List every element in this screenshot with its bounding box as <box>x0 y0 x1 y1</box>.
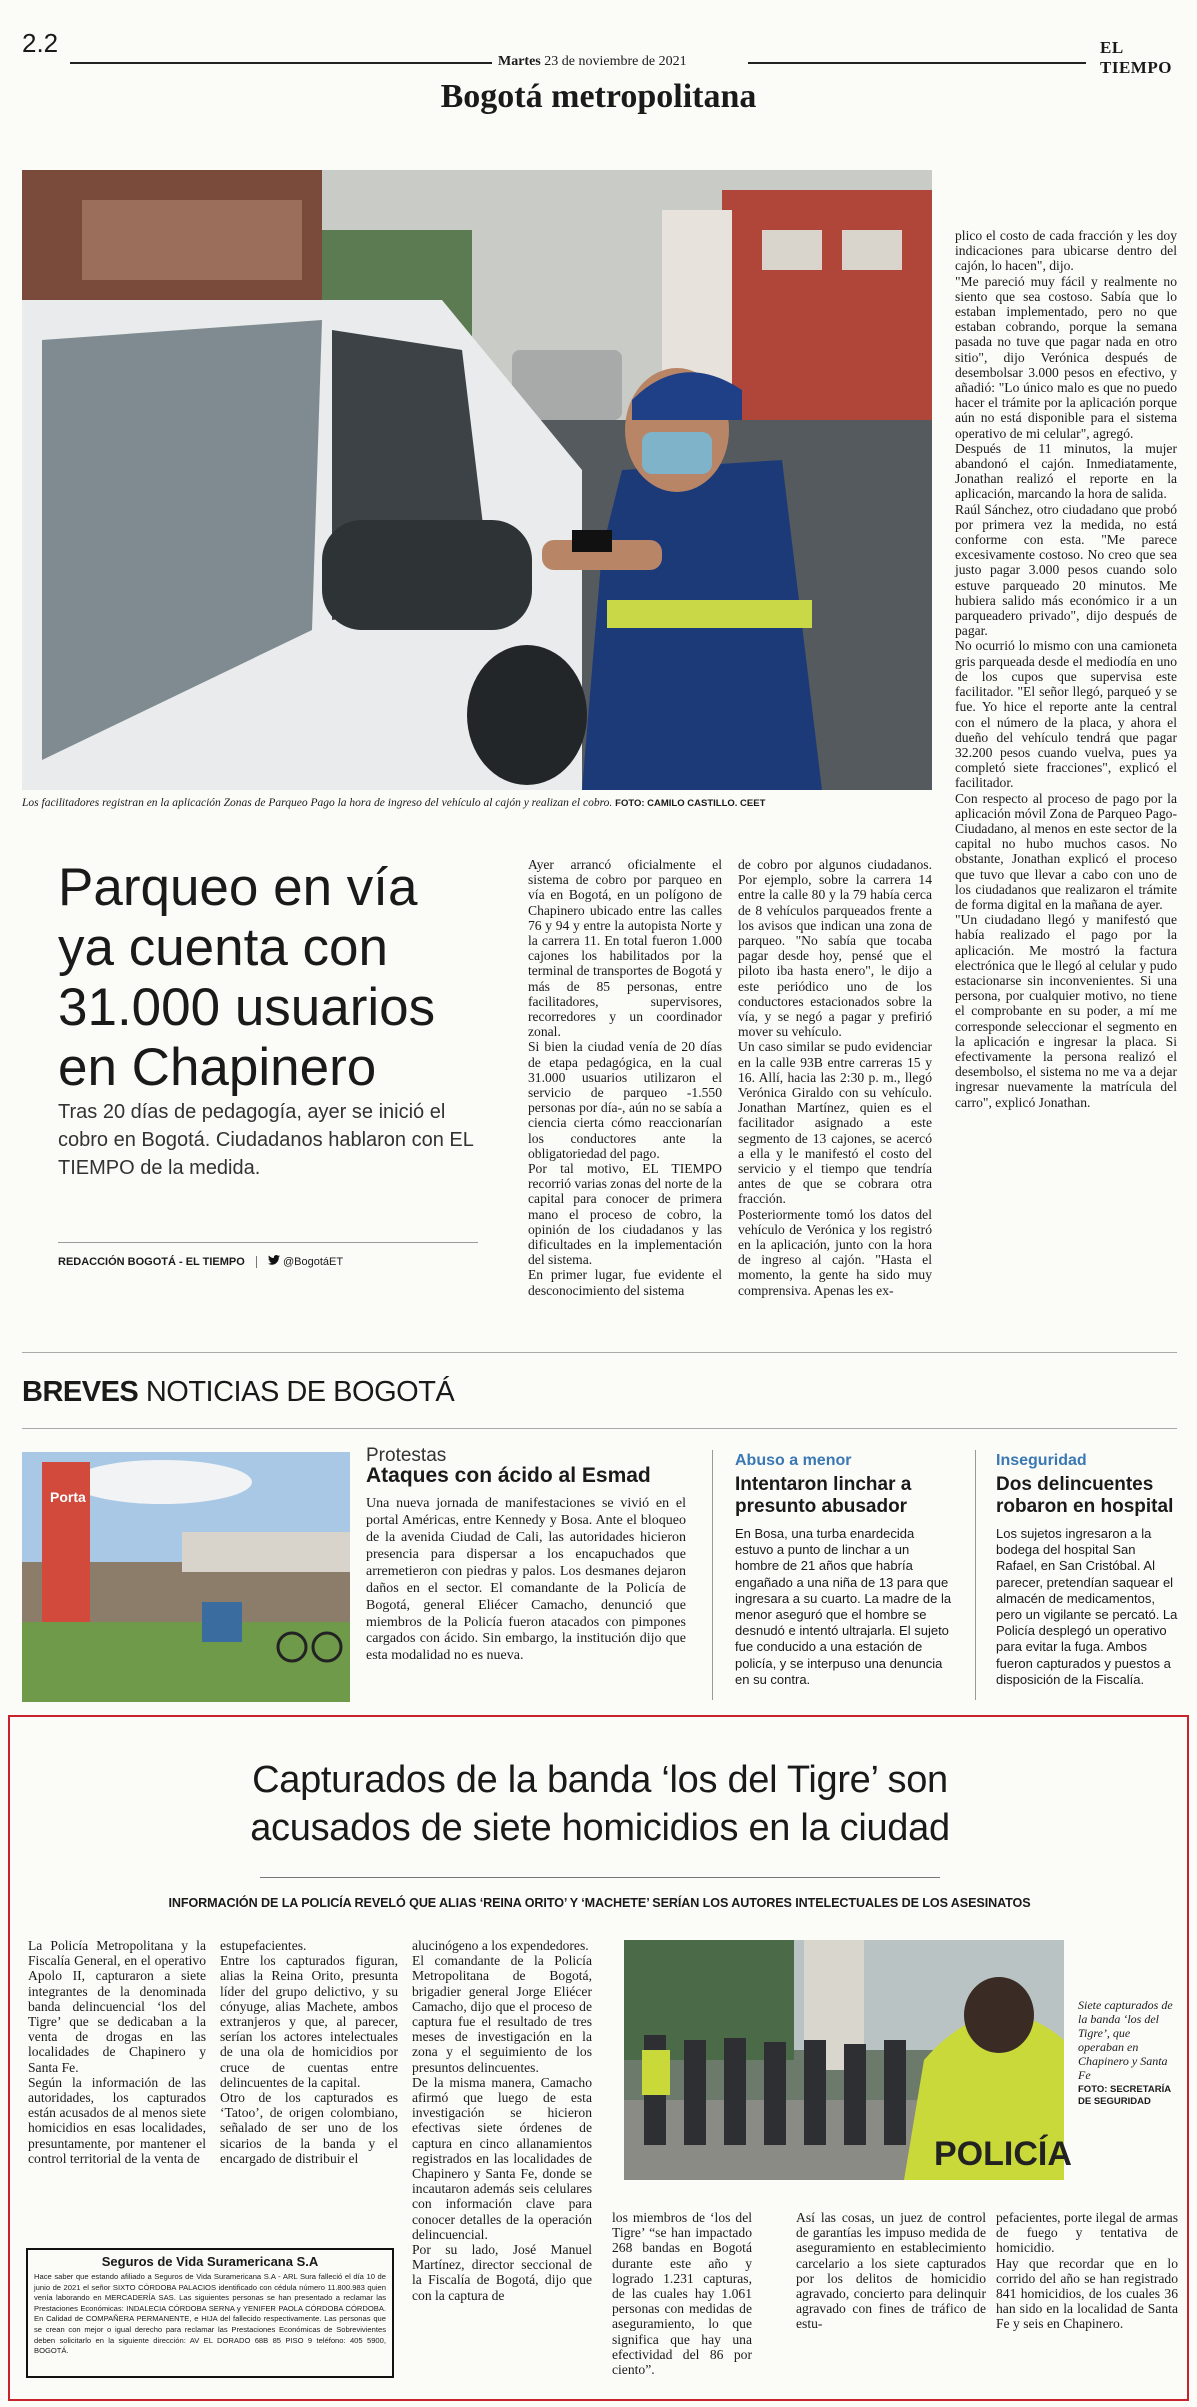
tigre-col-2 <box>220 1938 398 2208</box>
legal-notice <box>26 2248 394 2378</box>
lead-photo <box>22 170 932 790</box>
parking-attendant-illustration <box>22 170 932 790</box>
brand-name: EL TIEMPO <box>1100 38 1172 77</box>
brief-3-title: Dos delincuentes robaron en hospital <box>996 1474 1174 1517</box>
lead-col-3-text: plico el costo de cada fracción y les doy indicaciones para ubicarse dentro del cajón, lo hacen", dijo. "Me pareció muy fácil y realmente no siento que sea costoso. Sabía que lo estaban implementado, pero no que estaban cobrando, porque la semana pasada no tuve que pagar nada en otro sitio", dijo Verónica después de desembolsar 3.000 pesos en efectivo, y añadió: "Lo único malo es que no puedo hacer el trámite por la aplicación porque aún no está disponible para el sistema operativo de mi celular", agregó. Después de 11 minutos, la mujer abandonó el cajón. Inmediatamente, Jonathan realizó el reporte en la aplicación, marcando la hora de salida. Raúl Sánchez, otro ciudadano que probó por primera vez la medida, no está conforme con esta. "Me parece excesivamente costoso. No creo que sea justo pagar 3.000 pesos cuando solo estuve parqueado 20 minutos. Me hubiera salido más económico ir a un parqueadero privado", dijo después de pagar. No ocurrió lo mismo con una camioneta gris parqueada desde el mediodía en uno de los cupos que supervisa este facilitador. "El señor llegó, parqueó y se fue. Yo hice el reporte ante la central con el número de la placa, y ahora el dueño del vehículo tendrá que pagar 32.200 pesos cuando vuelva, pues ya completó siete fracciones", explicó el facilitador. Con respecto al proceso de pago por la aplicación móvil Zona de Parqueo Pago-Ciudadano, al menos en este sector de la capital no hubo muchos casos. No obstante, Jonathan explicó el proceso que tuvo que llevar a cabo con uno de los ciudadanos que realizaron el trámite de forma digital en la mañana de ayer. "Un ciudadano llegó y manifestó que había realizado el pago por la aplicación. Me mostró la factura electrónica que le llegó al celular y pudo estacionarse sin inconvenientes. Si una persona, por cualquier motivo, no tiene el comprobante en su poder, a mí me corresponde seleccionar el segmento en la aplicación e ingresar la placa. Si efectivamente la persona realizó el desembolso, el sistema no me va a dejar ingresar nuevamente la matrícula del carro", explicó Jonathan. <box>955 228 1177 1110</box>
brief-2-body: En Bosa, una turba enardecida estuvo a punto de linchar a un hombre de 21 años que habría engañado a una niña de 13 para que ingresara a su cuarto. La madre de la menor aseguró que el hombre se desnudó e intentó ultrajarla. El sujeto fue conducido a una estación de policía, y se interpuso una denuncia en su contra. <box>735 1526 952 1687</box>
lead-col-1-text: Ayer arrancó oficialmente el sistema de cobro por parqueo en vía en Bogotá, en un polígono de Chapinero ubicado entre las calles 76 y 94 y entre la autopista Norte y la carrera 11. En total fueron 1.000 cajones los habilitados por la terminal de transportes de Bogotá y más de 85 personas, entre facilitadores, supervisores, recorredores y un coordinador zonal. Si bien la ciudad venía de 20 días de etapa pedagógica, en la cual 31.000 usuarios utilizaron el servicio de parqueo -1.550 personas por día-, aún no se sabía a ciencia cierta cómo reaccionarían los conductores ante la obligatoriedad del pago. Por tal motivo, EL TIEMPO recorrió varias zonas del norte de la capital para conocer de primera mano el proceso de cobro, la opinión de los ciudadanos y las dificultades en la implementación del sistema. En primer lugar, fue evidente el desconocimiento del sistema <box>528 857 722 1298</box>
tigre-col-6-text: pefacientes, porte ilegal de armas de fuego y tentativa de homicidio. Hay que recordar que en lo corrido del año se han registrado 841 homicidios, de los cuales 36 han sido en la localidad de Santa Fe y seis en Chapinero. <box>996 2210 1178 2332</box>
brief-main-title: Ataques con ácido al Esmad <box>366 1463 651 1487</box>
breves-label: BREVES NOTICIAS DE BOGOTÁ <box>22 1376 455 1408</box>
lead-byline: REDACCIÓN BOGOTÁ - EL TIEMPO @BogotáET <box>58 1256 344 1268</box>
brief-main-body: Una nueva jornada de manifestaciones se vivió en el portal Américas, entre Kennedy y Bosa. Ante el bloqueo de la avenida Ciudad de Cali, las autoridades hicieron presencia para dispersar a los encapuchados que arremetieron con piedras y palos. Los desmanes dejaron daños en el sector. El comandante de la Policía de Bogotá, general Eliécer Camacho, denunció que miembros de la Policía fueron atacados con pimpones cargados con ácido. Sin embargo, la institución dijo que esta modalidad no es nueva. <box>366 1496 686 1664</box>
byline-rule <box>58 1242 478 1243</box>
lead-col-3 <box>955 228 1177 1340</box>
captured-suspects-illustration <box>624 1940 1072 2180</box>
header-rule-left <box>70 62 492 64</box>
page-date: Martes 23 de noviembre de 2021 <box>498 54 687 69</box>
tigre-col-3 <box>412 1938 592 2388</box>
twitter-handle: @BogotáET <box>283 1256 344 1268</box>
lead-col-2 <box>738 857 932 1337</box>
tigre-photo <box>624 1940 1072 2180</box>
brief-main-kicker: Protestas <box>366 1445 447 1466</box>
tigre-col-2-text: estupefacientes. Entre los capturados figuran, alias la Reina Orito, presunta líder del grupo delictivo, y su cónyuge, alias Machete, ambos extranjeros y que, al parecer, serían los actores intelectuales de una ola de homicidios por cruce de cuentas entre delincuentes de la capital. Otro de los capturados es ‘Tatoo’, de origen colombiano, señalado de ser uno de los sicarios de la banda y el encargado de distribuir el <box>220 1938 398 2166</box>
tigre-headline: Capturados de la banda ‘los del Tigre’ son acusados de siete homicidios en la ciudad <box>250 1759 950 1849</box>
lead-subhead: Tras 20 días de pedagogía, ayer se inició el cobro en Bogotá. Ciudadanos hablaron con EL TIEMPO de la medida. <box>58 1101 474 1179</box>
police-vest-text: POLICÍA <box>934 2135 1072 2173</box>
brief-3-body: Los sujetos ingresaron a la bodega del hospital San Rafael, en San Cristóbal. Al parecer, pretendían saquear el almacén de medicamentos, pero un vigilante se percató. La Policía desplegó un operativo para evitar la fuga. Ambos fueron capturados y puestos a disposición de la Fiscalía. <box>996 1526 1178 1687</box>
porta-sign-text: Porta <box>50 1489 86 1505</box>
lead-photo-credit: FOTO: CAMILO CASTILLO. CEET <box>615 798 766 809</box>
breves-divider-2 <box>975 1450 976 1700</box>
tigre-photo-caption: Siete capturados de la banda ‘los del Tigre’, que operaban en Chapinero y Santa Fe FOTO: SECRETARÍA DE SEGURIDAD <box>1078 1998 1178 2108</box>
brief-2 <box>735 1452 955 1688</box>
header-rule-right <box>748 62 1086 64</box>
tigre-col-6 <box>996 2210 1178 2390</box>
portal-americas-illustration <box>22 1452 350 1702</box>
tigre-col-1 <box>28 1938 206 2166</box>
tigre-headline-rule <box>260 1877 940 1878</box>
breves-photo <box>22 1452 350 1702</box>
legal-notice-title: Seguros de Vida Suramericana S.A <box>101 2254 319 2269</box>
lead-photo-caption: Los facilitadores registran en la aplicación Zonas de Parqueo Pago la hora de ingreso del vehículo al cajón y realizan el cobro. FOTO: CAMILO CASTILLO. CEET <box>22 797 766 809</box>
brief-3-kicker: Inseguridad <box>996 1452 1087 1469</box>
breves-divider-1 <box>712 1450 713 1700</box>
tigre-col-1-text: La Policía Metropolitana y la Fiscalía General, en el operativo Apolo II, capturaron a siete integrantes de la denominada banda delincuencial ‘los del Tigre’ que se dedicaban a la venta de drogas en las localidades de Chapinero y Santa Fe. Según la información de las autoridades, los capturados están acusados de al menos siete homicidios en esas localidades, presuntamente, por mantener el control territorial de la venta de <box>28 1938 206 2166</box>
breves-top-rule <box>22 1352 1177 1353</box>
legal-notice-body: Hace saber que estando afiliado a Seguros de Vida Suramericana S.A - ARL Sura falleció el día 10 de junio de 2021 el señor SIXTO CÓRDOBA PALACIOS identificado con cédula número 11.800.983 quien venía laborando en MERCADERÍA SAS. Las siguientes personas se han presentado a reclamar las Prestaciones Económicas: INDALECIA CÓRDOBA SERNA y YENIFER PAOLA CÓRDOBA CÓRDOBA. En Calidad de COMPAÑERA PERMANENTE, e HIJA del fallecido respectivamente. Las personas que se crean con mejor o igual derecho para reclamar las Prestaciones Económicas de Sobrevivientes deben solicitarlo en la siguiente dirección: AV EL DORADO 68B 85 PISO 9 teléfono: 405 5900, BOGOTÁ. <box>34 2272 386 2356</box>
tigre-photo-credit: FOTO: SECRETARÍA DE SEGURIDAD <box>1078 2084 1171 2107</box>
tigre-deck: INFORMACIÓN DE LA POLICÍA REVELÓ QUE ALIAS ‘REINA ORITO’ Y ‘MACHETE’ SERÍAN LOS AUTORES INTELECTUALES DE LOS ASESINATOS <box>168 1896 1031 1910</box>
twitter-bird-icon <box>268 1255 280 1268</box>
lead-col-1 <box>528 857 722 1337</box>
brief-2-title: Intentaron linchar a presunto abusador <box>735 1474 912 1517</box>
breves-label-rule <box>22 1428 1177 1429</box>
section-title: Bogotá metropolitana <box>440 78 757 115</box>
brief-2-kicker: Abuso a menor <box>735 1452 852 1469</box>
tigre-col-4 <box>612 2210 752 2390</box>
tigre-col-3-text: alucinógeno a los expendedores. El comandante de la Policía Metropolitana de Bogotá, brigadier general Jorge Eliécer Camacho, dijo que el proceso de captura fue el resultado de tres meses de investigación en la zona y el seguimiento de los presuntos delincuentes. De la misma manera, Camacho afirmó que luego de esta investigación se hicieron efectivas siete órdenes de captura en cinco allanamientos registrados en las localidades de Chapinero y Santa Fe, donde se incautaron además seis celulares con información clave para conocer detalles de la operación delincuencial. Por su lado, José Manuel Martínez, director seccional de la Fiscalía de Bogotá, dijo que con la captura de <box>412 1938 592 2303</box>
tigre-col-4-text: los miembros de ‘los del Tigre’ “se han impactado 268 bandas en Bogotá durante este año y logrado 1.231 capturas, de las cuales hay 1.061 personas con medidas de aseguramiento, lo que significa que hay una efectividad del 86 por ciento”. <box>612 2210 752 2378</box>
tigre-col-5-text: Así las cosas, un juez de control de garantías les impuso medida de aseguramiento en establecimiento carcelario a los siete capturados por los delitos de homicidio agravado, concierto para delinquir agravado con fines de tráfico de estu- <box>796 2210 986 2332</box>
lead-headline: Parqueo en vía ya cuenta con 31.000 usuarios en Chapinero <box>58 858 436 1097</box>
tigre-col-5 <box>796 2210 986 2390</box>
lead-col-2-text: de cobro por algunos ciudadanos. Por ejemplo, sobre la carrera 14 entre la calle 80 y la 79 había cerca de 8 vehículos parqueados frente a los avisos que indican una zona de parqueo. "No sabía que tocaba pagar desde hoy, pensé que el piloto iba hasta enero", le dijo a este periódico uno de los conductores estacionados sobre la vía, y se negó a pagar y prefirió mover su vehículo. Un caso similar se pudo evidenciar en la calle 93B entre carreras 15 y 16. Allí, hacia las 2:30 p. m., llegó Verónica Giraldo con su vehículo. Jonathan Martínez, quien es el facilitador asignado a este segmento de 13 cajones, se acercó a ella y le manifestó el costo del servicio y el tiempo que tendría antes de que se cobrara otra fracción. Posteriormente tomó los datos del vehículo de Verónica y los registró en la aplicación, junto con la hora de ingreso al cajón. "Hasta el momento, la gente ha sido muy comprensiva. Apenas les ex- <box>738 857 932 1298</box>
brief-3 <box>996 1452 1178 1688</box>
brief-main <box>366 1445 686 1665</box>
page-number: 2.2 <box>22 28 59 58</box>
